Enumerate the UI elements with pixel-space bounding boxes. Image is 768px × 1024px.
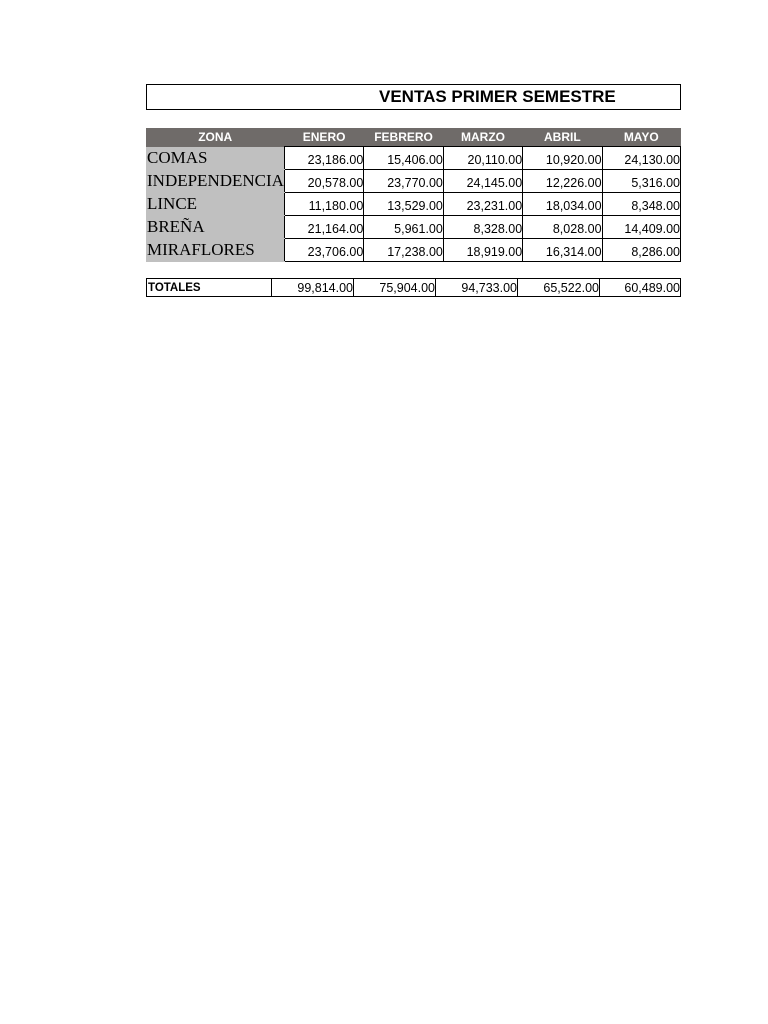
sales-table (146, 128, 681, 262)
zona-cell[interactable]: MIRAFLORES (146, 239, 284, 262)
total-cell[interactable]: 75,904.00 (354, 279, 436, 297)
table-row (146, 216, 681, 239)
value-cell[interactable]: 8,286.00 (602, 239, 680, 262)
value-cell[interactable]: 12,226.00 (523, 170, 602, 193)
value-cell[interactable]: 8,348.00 (602, 193, 680, 216)
header-marzo[interactable]: MARZO (443, 128, 522, 147)
header-febrero[interactable]: FEBRERO (364, 128, 444, 147)
total-cell[interactable]: 94,733.00 (436, 279, 518, 297)
value-cell[interactable]: 24,130.00 (602, 147, 680, 170)
value-cell[interactable]: 14,409.00 (602, 216, 680, 239)
title-cell[interactable] (146, 84, 681, 110)
value-cell[interactable]: 5,961.00 (364, 216, 444, 239)
value-cell[interactable]: 20,110.00 (443, 147, 522, 170)
table-row (146, 147, 681, 170)
value-cell[interactable]: 23,231.00 (443, 193, 522, 216)
zona-cell[interactable]: COMAS (146, 147, 284, 170)
value-cell[interactable]: 24,145.00 (443, 170, 522, 193)
header-mayo[interactable]: MAYO (602, 128, 680, 147)
value-cell[interactable]: 23,186.00 (284, 147, 363, 170)
value-cell[interactable]: 8,028.00 (523, 216, 602, 239)
zona-cell[interactable]: INDEPENDENCIA (146, 170, 284, 193)
value-cell[interactable]: 18,034.00 (523, 193, 602, 216)
table-row (146, 239, 681, 262)
header-row (146, 128, 681, 147)
value-cell[interactable]: 18,919.00 (443, 239, 522, 262)
value-cell[interactable]: 23,770.00 (364, 170, 444, 193)
header-abril[interactable]: ABRIL (523, 128, 602, 147)
value-cell[interactable]: 13,529.00 (364, 193, 444, 216)
sheet-title: VENTAS PRIMER SEMESTRE (379, 87, 616, 106)
header-enero[interactable]: ENERO (284, 128, 363, 147)
zona-cell[interactable]: BREÑA (146, 216, 284, 239)
totals-table (146, 278, 681, 297)
value-cell[interactable]: 15,406.00 (364, 147, 444, 170)
value-cell[interactable]: 16,314.00 (523, 239, 602, 262)
value-cell[interactable]: 10,920.00 (523, 147, 602, 170)
totals-label[interactable]: TOTALES (147, 279, 272, 297)
table-row (146, 193, 681, 216)
zona-cell[interactable]: LINCE (146, 193, 284, 216)
header-zona[interactable]: ZONA (146, 128, 284, 147)
total-cell[interactable]: 99,814.00 (272, 279, 354, 297)
value-cell[interactable]: 5,316.00 (602, 170, 680, 193)
value-cell[interactable]: 11,180.00 (284, 193, 363, 216)
value-cell[interactable]: 20,578.00 (284, 170, 363, 193)
value-cell[interactable]: 17,238.00 (364, 239, 444, 262)
value-cell[interactable]: 23,706.00 (284, 239, 363, 262)
totals-row (147, 279, 681, 297)
total-cell[interactable]: 60,489.00 (600, 279, 681, 297)
value-cell[interactable]: 8,328.00 (443, 216, 522, 239)
table-row (146, 170, 681, 193)
value-cell[interactable]: 21,164.00 (284, 216, 363, 239)
total-cell[interactable]: 65,522.00 (518, 279, 600, 297)
